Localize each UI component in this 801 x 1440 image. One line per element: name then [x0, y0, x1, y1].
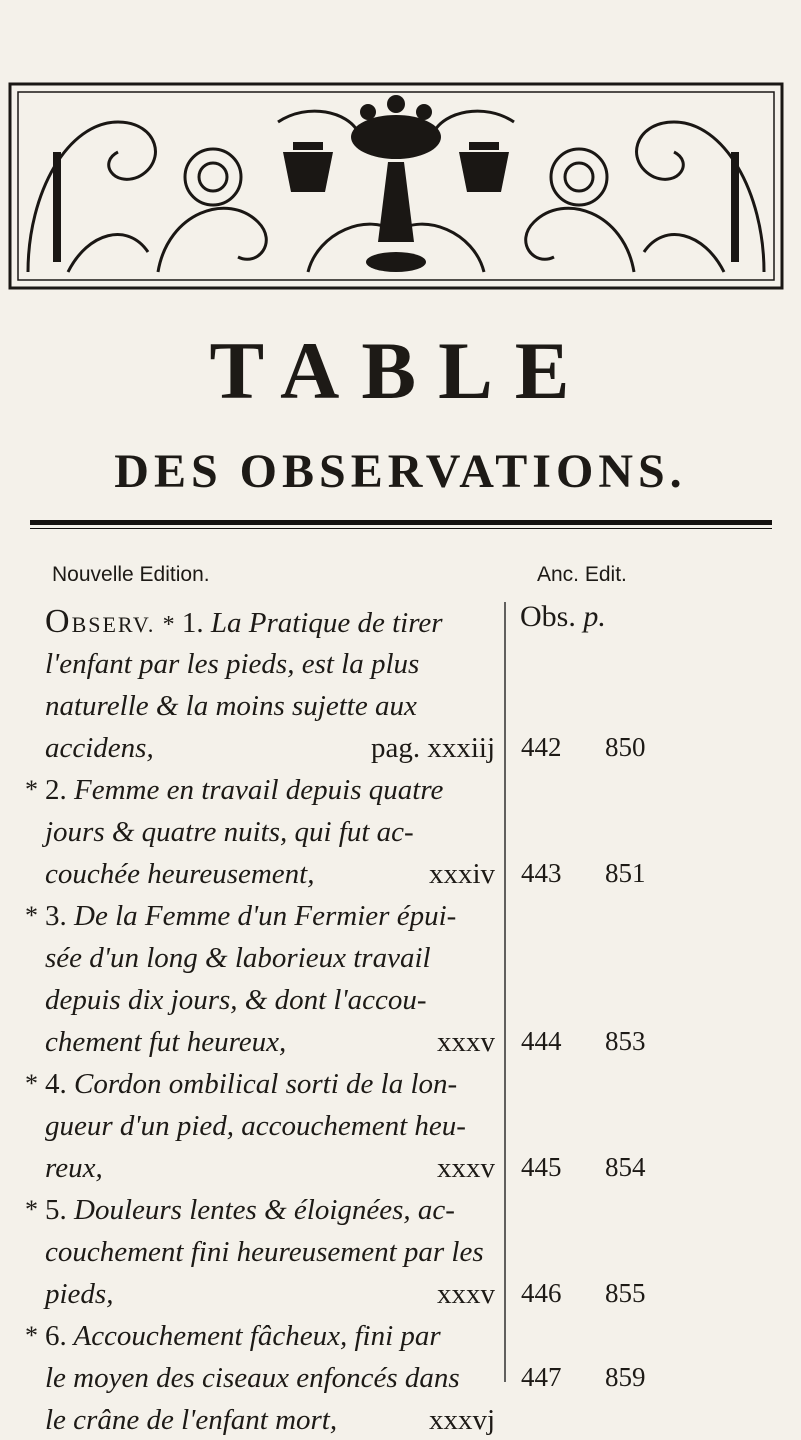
roman-page: pag. xxxiij — [370, 732, 495, 764]
entry-3-line-2: sée d'un long & laborieux travail — [45, 942, 431, 974]
entry-1-line-4: accidens, pag. xxxiij — [45, 728, 495, 768]
roman-page: xxxv — [437, 1026, 495, 1058]
page-number: 853 — [605, 1026, 646, 1056]
entry-6-line-2: le moyen des ciseaux enfoncés dans — [45, 1362, 460, 1394]
column-divider — [504, 602, 506, 1382]
obs-number: 444 — [521, 1026, 562, 1056]
entry-number: 3. — [45, 900, 67, 932]
entry-6-line-1: * 6. Accouchement fâcheux, fini par — [45, 1316, 495, 1356]
entry-number: 4. — [45, 1068, 67, 1100]
entry-2-line-1: * 2. Femme en travail depuis quatre — [45, 770, 495, 810]
page-number: 855 — [605, 1278, 646, 1308]
obs-page-header — [520, 600, 606, 634]
entry-3-line-1: * 3. De la Femme d'un Fermier épui- — [45, 896, 495, 936]
roman-page: xxxv — [437, 1278, 495, 1310]
obs-number: 442 — [521, 732, 562, 762]
obs-number: 447 — [521, 1362, 562, 1392]
entry-4-line-2: gueur d'un pied, accouchement heu- — [45, 1110, 466, 1142]
entry-3-line-3: depuis dix jours, & dont l'accou- — [45, 984, 427, 1016]
entry-star: * — [25, 1195, 38, 1224]
entry-star: * — [25, 1069, 38, 1098]
obs-number: 443 — [521, 858, 562, 888]
entry-6-line-3: le crâne de l'enfant mort, xxxvj — [45, 1400, 495, 1440]
entry-3-line-4: chement fut heureux, xxxv — [45, 1022, 495, 1062]
entry-5-line-2: couchement fini heureusement par les — [45, 1236, 484, 1268]
entry-number: 6. — [45, 1320, 67, 1352]
entry-number: 1. — [181, 607, 204, 639]
page-title: TABLE — [209, 325, 592, 416]
entry-star: * — [25, 1321, 38, 1350]
roman-page: xxxvj — [428, 1404, 495, 1436]
roman-page: xxxv — [437, 1152, 495, 1184]
entry-1-line-2: l'enfant par les pieds, est la plus — [45, 648, 420, 680]
entry-1-line-3: naturelle & la moins sujette aux — [45, 690, 417, 722]
entry-4-line-3: reux, xxxv — [45, 1148, 495, 1188]
roman-page: xxxiv — [428, 858, 495, 890]
page-label: p. — [583, 600, 606, 633]
entry-2-line-2: jours & quatre nuits, qui fut ac- — [45, 816, 414, 848]
page-number: 854 — [605, 1152, 646, 1182]
entry-5-line-3: pieds, xxxv — [45, 1274, 495, 1314]
obs-number: 446 — [521, 1278, 562, 1308]
title-rule-thick — [30, 520, 772, 525]
entry-2-line-3: couchée heureusement, xxxiv — [45, 854, 495, 894]
old-edition-header: Anc. Edit. — [537, 563, 627, 586]
entry-4-line-1: * 4. Cordon ombilical sorti de la lon- — [45, 1064, 495, 1104]
page-number: 850 — [605, 732, 646, 762]
headpiece-ornament — [8, 82, 784, 290]
obs-number: 445 — [521, 1152, 562, 1182]
entry-number: 5. — [45, 1194, 67, 1226]
page-subtitle: DES OBSERVATIONS. — [114, 445, 687, 498]
observ-heading: OBSERV. — [45, 603, 156, 640]
new-edition-header: Nouvelle Edition. — [52, 563, 210, 586]
entry-star: * — [25, 775, 38, 804]
page-number: 851 — [605, 858, 646, 888]
entry-star: * — [25, 901, 38, 930]
obs-label: Obs. — [520, 600, 576, 633]
title-rule-thin — [30, 528, 772, 529]
entry-star: * — [162, 612, 175, 638]
entry-5-line-1: * 5. Douleurs lentes & éloignées, ac- — [45, 1190, 495, 1230]
entry-1-line-1: OBSERV. * 1. La Pratique de tirer — [45, 603, 443, 640]
entry-number: 2. — [45, 774, 67, 806]
page-number: 859 — [605, 1362, 646, 1392]
